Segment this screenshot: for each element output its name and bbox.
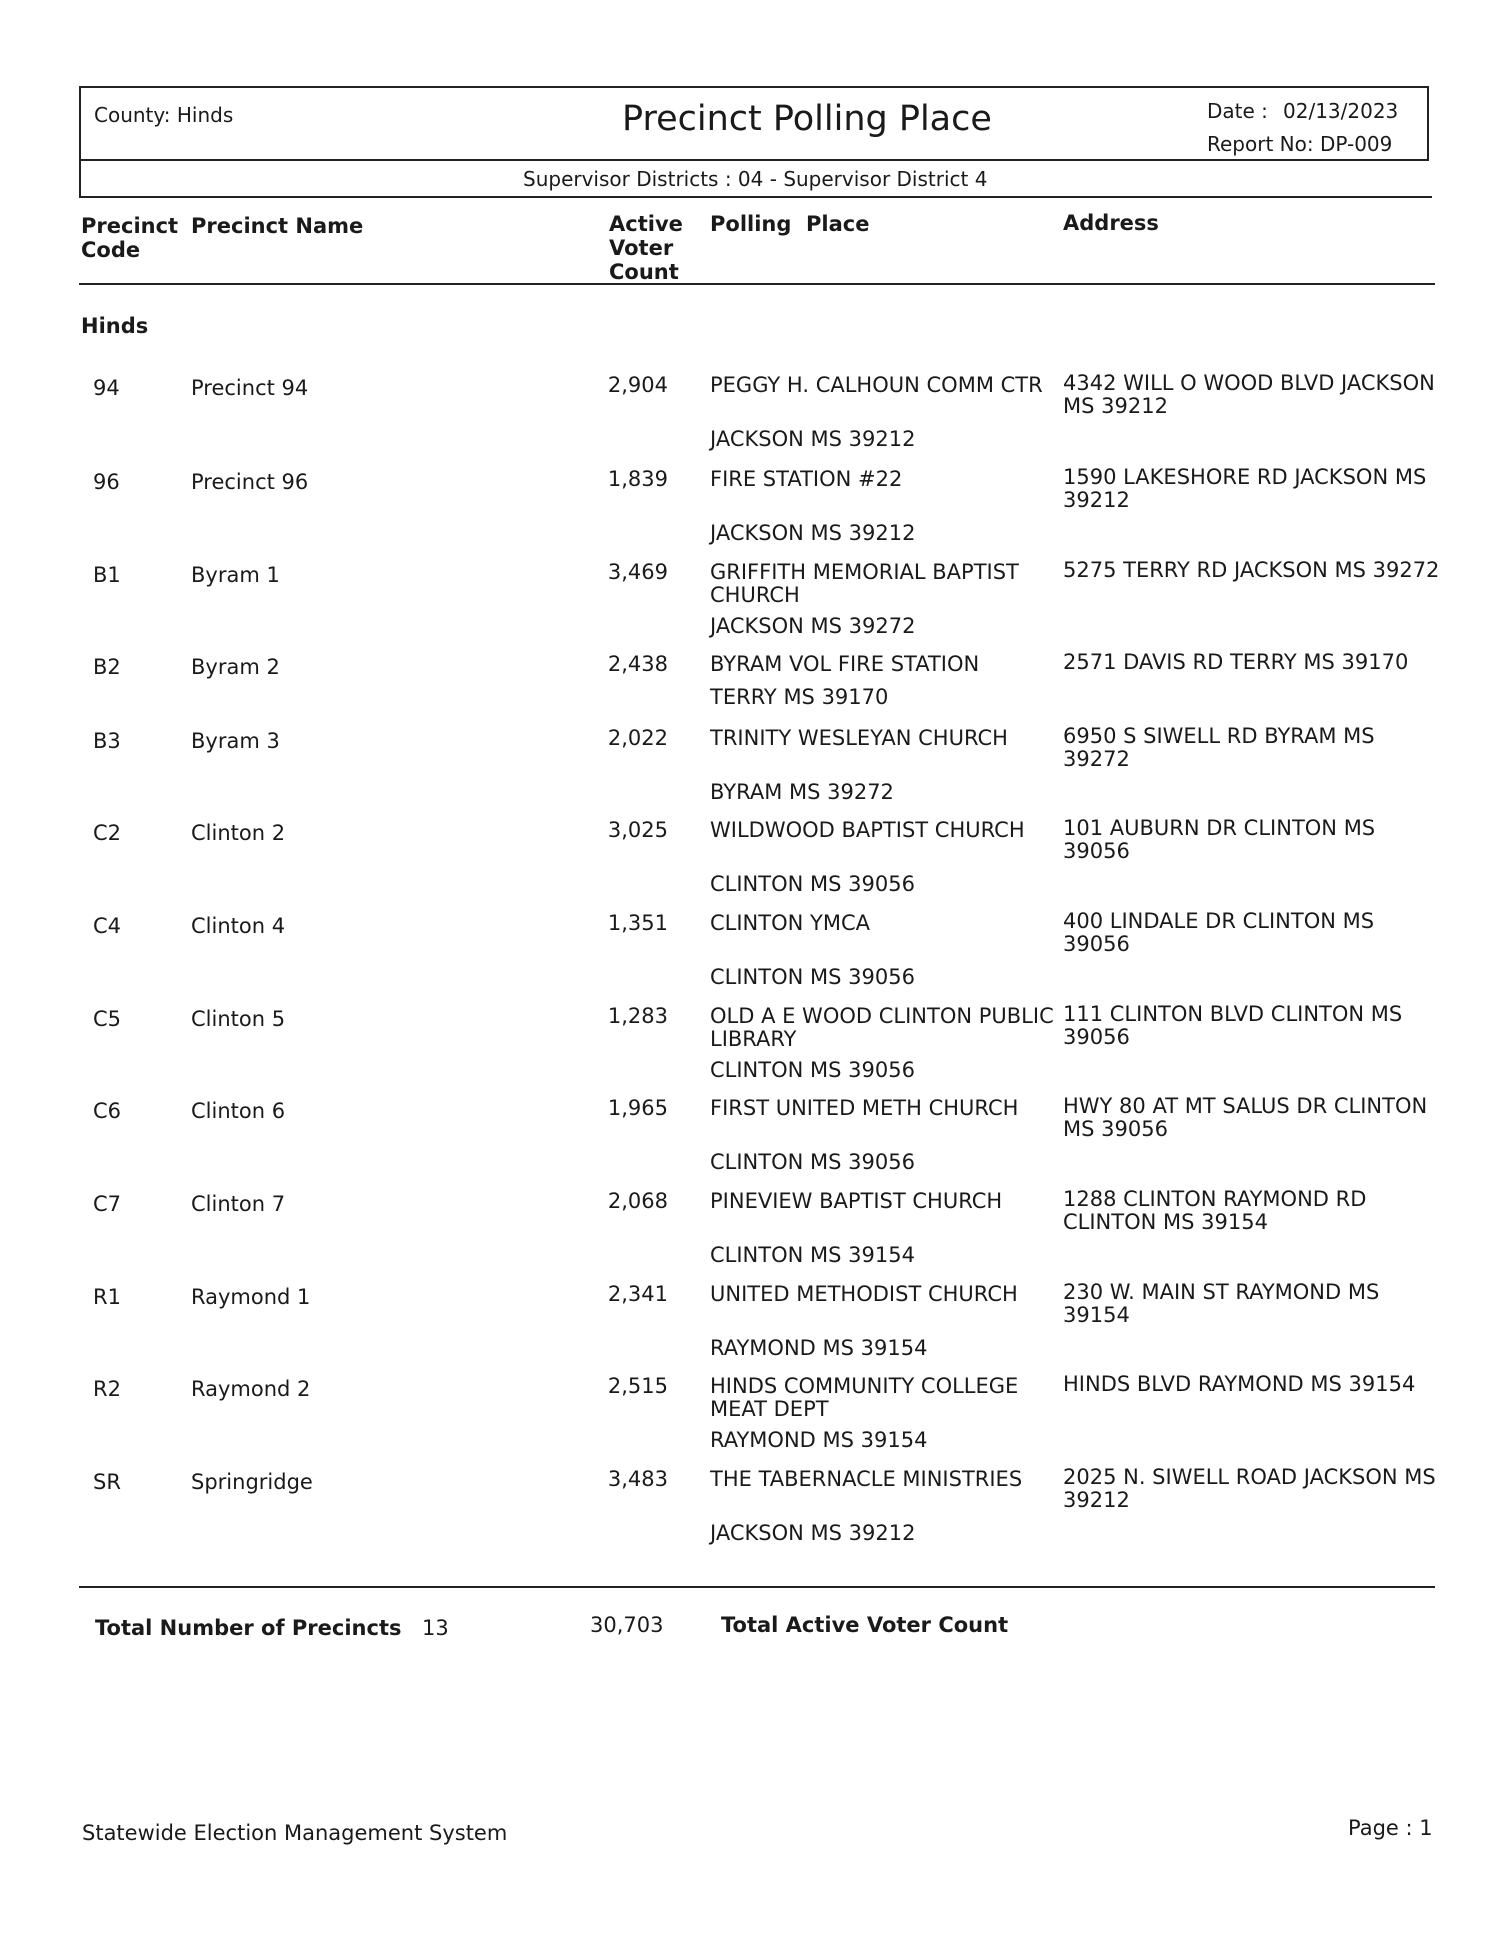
active-voter-count: 3,469 xyxy=(607,560,668,584)
precinct-name: Precinct 94 xyxy=(191,376,309,400)
precinct-code: C6 xyxy=(93,1099,122,1123)
footer-page-number: Page : 1 xyxy=(1348,1816,1433,1840)
address-line: 1590 LAKESHORE RD JACKSON MS xyxy=(1063,465,1427,489)
header-rule xyxy=(79,283,1435,285)
polling-place-city: CLINTON MS 39056 xyxy=(710,965,915,989)
page-title: Precinct Polling Place xyxy=(622,99,992,139)
precinct-name: Byram 2 xyxy=(191,655,280,679)
address xyxy=(1063,651,1408,674)
address-line: CLINTON MS 39154 xyxy=(1063,1210,1268,1234)
active-voter-count: 2,904 xyxy=(607,373,668,397)
precinct-code: C4 xyxy=(93,914,122,938)
address xyxy=(1063,1373,1415,1396)
polling-place xyxy=(710,374,1043,397)
address-line: 39056 xyxy=(1063,932,1130,956)
polling-place-city: CLINTON MS 39056 xyxy=(710,872,915,896)
polling-place xyxy=(710,912,870,935)
active-voter-count: 3,483 xyxy=(607,1467,668,1491)
precinct-name: Clinton 4 xyxy=(191,914,286,938)
precinct-code: B1 xyxy=(93,563,121,587)
active-voter-count: 3,025 xyxy=(607,818,668,842)
address-line: 5275 TERRY RD JACKSON MS 39272 xyxy=(1063,558,1440,582)
address-line: HWY 80 AT MT SALUS DR CLINTON xyxy=(1063,1094,1428,1118)
address xyxy=(1063,1281,1379,1327)
precinct-code: SR xyxy=(93,1470,121,1494)
polling-place-line: UNITED METHODIST CHURCH xyxy=(710,1282,1018,1306)
address xyxy=(1063,372,1435,418)
polling-place-line: PINEVIEW BAPTIST CHURCH xyxy=(710,1189,1003,1213)
precinct-code: 94 xyxy=(93,376,120,400)
polling-place-city: JACKSON MS 39212 xyxy=(710,427,916,451)
polling-place-city: BYRAM MS 39272 xyxy=(710,780,894,804)
address xyxy=(1063,466,1426,512)
polling-place-line: TRINITY WESLEYAN CHURCH xyxy=(710,726,1008,750)
polling-place-city: TERRY MS 39170 xyxy=(710,685,889,709)
date-label: Date : xyxy=(1207,99,1268,123)
precinct-code: R1 xyxy=(93,1285,121,1309)
polling-place-line: CHURCH xyxy=(710,583,800,607)
polling-place-line: CLINTON YMCA xyxy=(710,911,870,935)
polling-place-line: OLD A E WOOD CLINTON PUBLIC xyxy=(710,1004,1054,1028)
polling-place-city: CLINTON MS 39056 xyxy=(710,1058,915,1082)
precinct-code: C5 xyxy=(93,1007,122,1031)
polling-place xyxy=(710,1468,1022,1491)
address xyxy=(1063,1466,1436,1512)
column-header-polling-place: Polling Place xyxy=(710,212,870,236)
address-line: 2571 DAVIS RD TERRY MS 39170 xyxy=(1063,650,1409,674)
address xyxy=(1063,1003,1402,1049)
precinct-name: Raymond 1 xyxy=(191,1285,311,1309)
polling-place-city: RAYMOND MS 39154 xyxy=(710,1428,928,1452)
address-line: HINDS BLVD RAYMOND MS 39154 xyxy=(1063,1372,1416,1396)
page-subtitle: Supervisor Districts : 04 - Supervisor District 4 xyxy=(523,167,988,191)
address-line: 4342 WILL O WOOD BLVD JACKSON xyxy=(1063,371,1435,395)
polling-place-line: PEGGY H. CALHOUN COMM CTR xyxy=(710,373,1043,397)
group-label: Hinds xyxy=(81,314,149,338)
polling-place xyxy=(710,1375,1018,1421)
polling-place-city: CLINTON MS 39154 xyxy=(710,1243,915,1267)
polling-place-line: HINDS COMMUNITY COLLEGE xyxy=(710,1374,1019,1398)
polling-place xyxy=(710,1005,1054,1051)
address-line: 400 LINDALE DR CLINTON MS xyxy=(1063,909,1375,933)
address xyxy=(1063,910,1374,956)
address-line: 230 W. MAIN ST RAYMOND MS xyxy=(1063,1280,1380,1304)
polling-place-city: RAYMOND MS 39154 xyxy=(710,1336,928,1360)
total-precincts-value: 13 xyxy=(422,1616,449,1640)
total-precincts-label: Total Number of Precincts xyxy=(95,1616,402,1640)
total-voter-value: 30,703 xyxy=(590,1613,664,1637)
polling-place-line: GRIFFITH MEMORIAL BAPTIST xyxy=(710,560,1019,584)
polling-place xyxy=(710,819,1025,842)
active-voter-count: 1,839 xyxy=(607,467,668,491)
precinct-name: Springridge xyxy=(191,1470,313,1494)
address-line: 101 AUBURN DR CLINTON MS xyxy=(1063,816,1376,840)
address-line: 39154 xyxy=(1063,1303,1130,1327)
precinct-name: Precinct 96 xyxy=(191,470,309,494)
address xyxy=(1063,725,1375,771)
address-line: 1288 CLINTON RAYMOND RD xyxy=(1063,1187,1367,1211)
precinct-name: Raymond 2 xyxy=(191,1377,311,1401)
polling-place-line: BYRAM VOL FIRE STATION xyxy=(710,652,980,676)
active-voter-count: 2,438 xyxy=(607,652,668,676)
precinct-name: Byram 1 xyxy=(191,563,280,587)
polling-place xyxy=(710,468,902,491)
column-header-precinct-code: Precinct Code xyxy=(81,214,179,262)
polling-place xyxy=(710,653,979,676)
active-voter-count: 1,351 xyxy=(607,911,668,935)
county-label: County: Hinds xyxy=(94,103,234,127)
precinct-code: R2 xyxy=(93,1377,121,1401)
total-voter-label: Total Active Voter Count xyxy=(721,1613,1009,1637)
precinct-code: B2 xyxy=(93,655,121,679)
column-header-precinct-name: Precinct Name xyxy=(191,214,364,238)
polling-place-line: FIRE STATION #22 xyxy=(710,467,903,491)
address-line: 39212 xyxy=(1063,488,1130,512)
polling-place-line: LIBRARY xyxy=(710,1027,797,1051)
date-value: 02/13/2023 xyxy=(1283,99,1399,123)
precinct-code: C2 xyxy=(93,821,122,845)
polling-place-city: JACKSON MS 39272 xyxy=(710,614,916,638)
column-header-active-voter-count: Active Voter Count xyxy=(609,212,683,284)
active-voter-count: 2,068 xyxy=(607,1189,668,1213)
polling-place-city: JACKSON MS 39212 xyxy=(710,521,916,545)
polling-place-city: CLINTON MS 39056 xyxy=(710,1150,915,1174)
polling-place xyxy=(710,727,1008,750)
column-header-address: Address xyxy=(1063,211,1159,235)
polling-place-line: THE TABERNACLE MINISTRIES xyxy=(710,1467,1023,1491)
active-voter-count: 2,341 xyxy=(607,1282,668,1306)
precinct-code: C7 xyxy=(93,1192,122,1216)
precinct-code: 96 xyxy=(93,470,120,494)
address-line: 111 CLINTON BLVD CLINTON MS xyxy=(1063,1002,1403,1026)
footer-system-name: Statewide Election Management System xyxy=(82,1821,508,1845)
address xyxy=(1063,559,1439,582)
precinct-code: B3 xyxy=(93,729,121,753)
polling-place xyxy=(710,561,1019,607)
active-voter-count: 2,022 xyxy=(607,726,668,750)
precinct-name: Clinton 7 xyxy=(191,1192,286,1216)
address-line: 39056 xyxy=(1063,1025,1130,1049)
polling-place-city: JACKSON MS 39212 xyxy=(710,1521,916,1545)
precinct-name: Byram 3 xyxy=(191,729,280,753)
address-line: 6950 S SIWELL RD BYRAM MS xyxy=(1063,724,1375,748)
address-line: MS 39056 xyxy=(1063,1117,1168,1141)
address-line: 2025 N. SIWELL ROAD JACKSON MS xyxy=(1063,1465,1436,1489)
polling-place-line: WILDWOOD BAPTIST CHURCH xyxy=(710,818,1025,842)
totals-rule xyxy=(79,1586,1435,1588)
report-number: Report No: DP-009 xyxy=(1207,132,1393,156)
polling-place xyxy=(710,1190,1002,1213)
address xyxy=(1063,1188,1366,1234)
active-voter-count: 1,283 xyxy=(607,1004,668,1028)
address-line: MS 39212 xyxy=(1063,394,1168,418)
polling-place xyxy=(710,1283,1018,1306)
active-voter-count: 1,965 xyxy=(607,1096,668,1120)
address-line: 39272 xyxy=(1063,747,1130,771)
address-line: 39056 xyxy=(1063,839,1130,863)
precinct-name: Clinton 2 xyxy=(191,821,286,845)
polling-place xyxy=(710,1097,1018,1120)
polling-place-line: FIRST UNITED METH CHURCH xyxy=(710,1096,1019,1120)
polling-place-line: MEAT DEPT xyxy=(710,1397,829,1421)
active-voter-count: 2,515 xyxy=(607,1374,668,1398)
address xyxy=(1063,1095,1427,1141)
precinct-name: Clinton 5 xyxy=(191,1007,286,1031)
precinct-name: Clinton 6 xyxy=(191,1099,286,1123)
address xyxy=(1063,817,1375,863)
address-line: 39212 xyxy=(1063,1488,1130,1512)
